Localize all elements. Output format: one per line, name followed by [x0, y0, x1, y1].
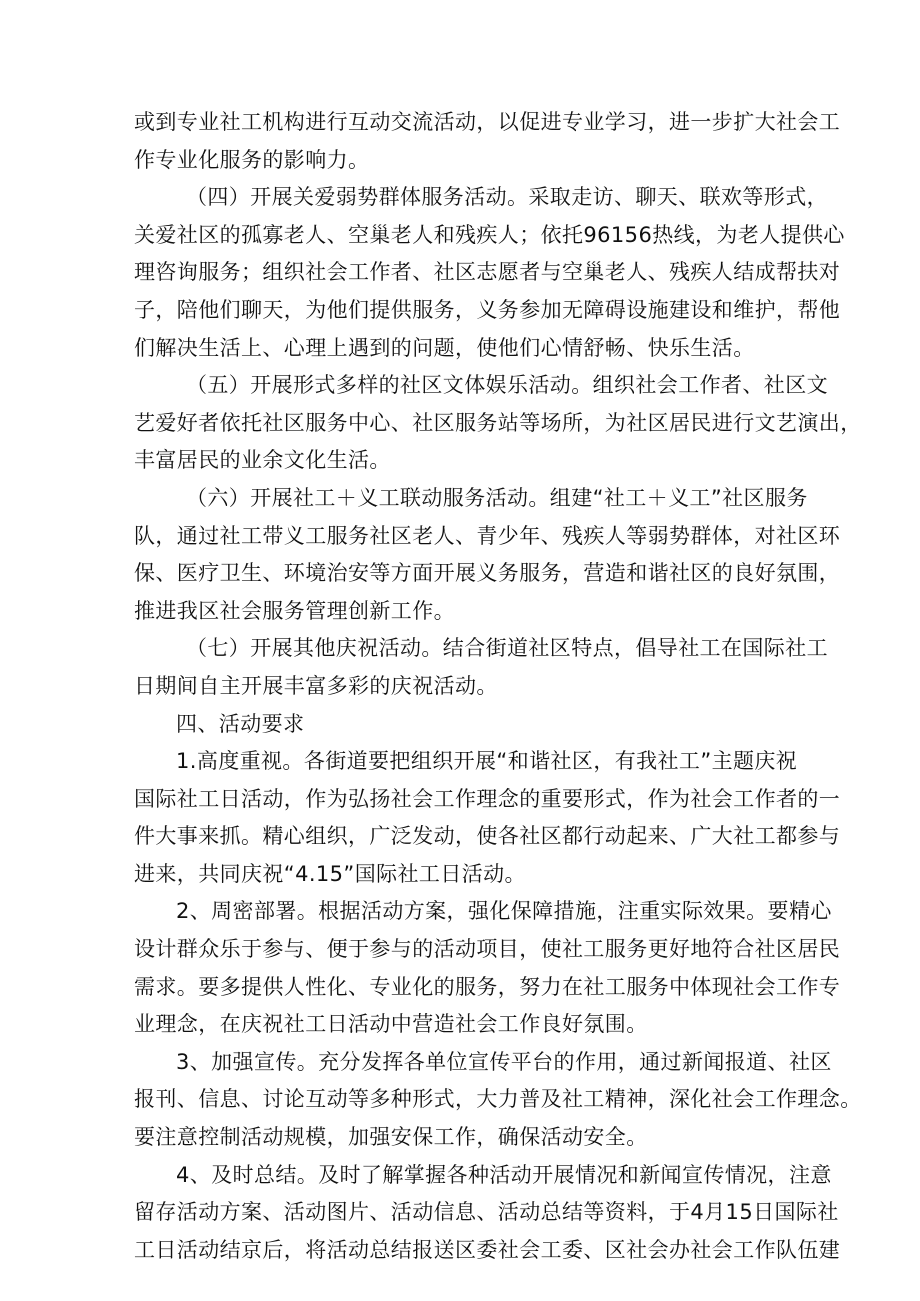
text-line: 需求。要多提供人性化、专业化的服务，努力在社工服务中体现社会工作专 — [134, 974, 841, 999]
text-line: 队，通过社工带义工服务社区老人、青少年、残疾人等弱势群体，对社区环 — [134, 523, 841, 548]
document-body — [134, 104, 862, 1269]
text-line: 们解决生活上、心理上遇到的问题，使他们心情舒畅、快乐生活。 — [134, 335, 755, 360]
text-line: 关爱社区的孤寡老人、空巢老人和残疾人；依托96156热线，为老人提供心 — [134, 222, 845, 247]
text-line: 工日活动结京后，将活动总结报送区委社会工委、区社会办社会工作队伍建 — [134, 1237, 841, 1262]
paragraph-req-3 — [134, 1044, 862, 1157]
text-line: 报刊、信息、讨论互动等多种形式，大力普及社工精神，深化社会工作理念。 — [134, 1087, 862, 1112]
text-line: 3、加强宣传。充分发挥各单位宣传平台的作用，通过新闻报道、社区 — [176, 1049, 832, 1074]
paragraph-item-6 — [134, 480, 841, 630]
paragraph-req-1 — [134, 743, 841, 893]
paragraph-intro-tail — [134, 104, 841, 179]
paragraph-item-4 — [134, 179, 845, 367]
text-line: （五）开展形式多样的社区文体娱乐活动。组织社会工作者、社区文 — [186, 373, 828, 398]
section-heading-requirements — [134, 706, 794, 744]
text-line: 推进我区社会服务管理创新工作。 — [134, 598, 455, 623]
text-line: 件大事来抓。精心组织，广泛发动，使各社区都行动起来、广大社工都参与 — [134, 824, 841, 849]
text-line: （七）开展其他庆祝活动。结合街道社区特点，倡导社工在国际社工 — [186, 636, 828, 661]
text-line: 保、医疗卫生、环境治安等方面开展义务服务，营造和谐社区的良好氛围， — [134, 561, 841, 586]
text-line: （四）开展关爱弱势群体服务活动。采取走访、聊天、联欢等形式， — [186, 185, 828, 210]
text-line: 日期间自主开展丰富多彩的庆祝活动。 — [134, 673, 498, 698]
text-line: 子，陪他们聊天，为他们提供服务，义务参加无障碍设施建设和维护，帮他 — [134, 297, 841, 322]
text-line: 业理念，在庆祝社工日活动中营造社会工作良好氛围。 — [134, 1012, 648, 1037]
text-line: 作专业化服务的影响力。 — [134, 147, 370, 172]
text-line: 设计群众乐于参与、便于参与的活动项目，使社工服务更好地符合社区居民 — [134, 937, 841, 962]
text-line: 留存活动方案、活动图片、活动信息、活动总结等资料，于4月15日国际社 — [134, 1200, 839, 1225]
text-line: 理咨询服务；组织社会工作者、社区志愿者与空巢老人、残疾人结成帮扶对 — [134, 260, 841, 285]
paragraph-item-5 — [134, 367, 862, 480]
text-line: 要注意控制活动规模，加强安保工作，确保活动安全。 — [134, 1125, 648, 1150]
text-line: 艺爱好者依托社区服务中心、社区服务站等场所，为社区居民进行文艺演出， — [134, 410, 862, 435]
paragraph-item-7 — [134, 630, 828, 705]
text-line: 2、周密部署。根据活动方案，强化保障措施，注重实际效果。要精心 — [176, 899, 832, 924]
text-line: 4、及时总结。及时了解掌握各种活动开展情况和新闻宣传情况，注意 — [176, 1162, 832, 1187]
text-line: 或到专业社工机构进行互动交流活动，以促进专业学习，进一步扩大社会工 — [134, 110, 841, 134]
section-title: 四、活动要求 — [176, 711, 305, 736]
text-line: 国际社工日活动，作为弘扬社会工作理念的重要形式，作为社会工作者的一 — [134, 786, 841, 811]
text-line: 进来，共同庆祝“4.15”国际社工日活动。 — [134, 861, 526, 886]
paragraph-req-2 — [134, 893, 841, 1043]
paragraph-req-4 — [134, 1157, 841, 1270]
text-line: 1.高度重视。各街道要把组织开展“和谐社区，有我社工”主题庆祝 — [176, 749, 798, 774]
text-line: （六）开展社工＋义工联动服务活动。组建“社工＋义工”社区服务 — [186, 485, 808, 510]
text-line: 丰富居民的业余文化生活。 — [134, 448, 391, 473]
